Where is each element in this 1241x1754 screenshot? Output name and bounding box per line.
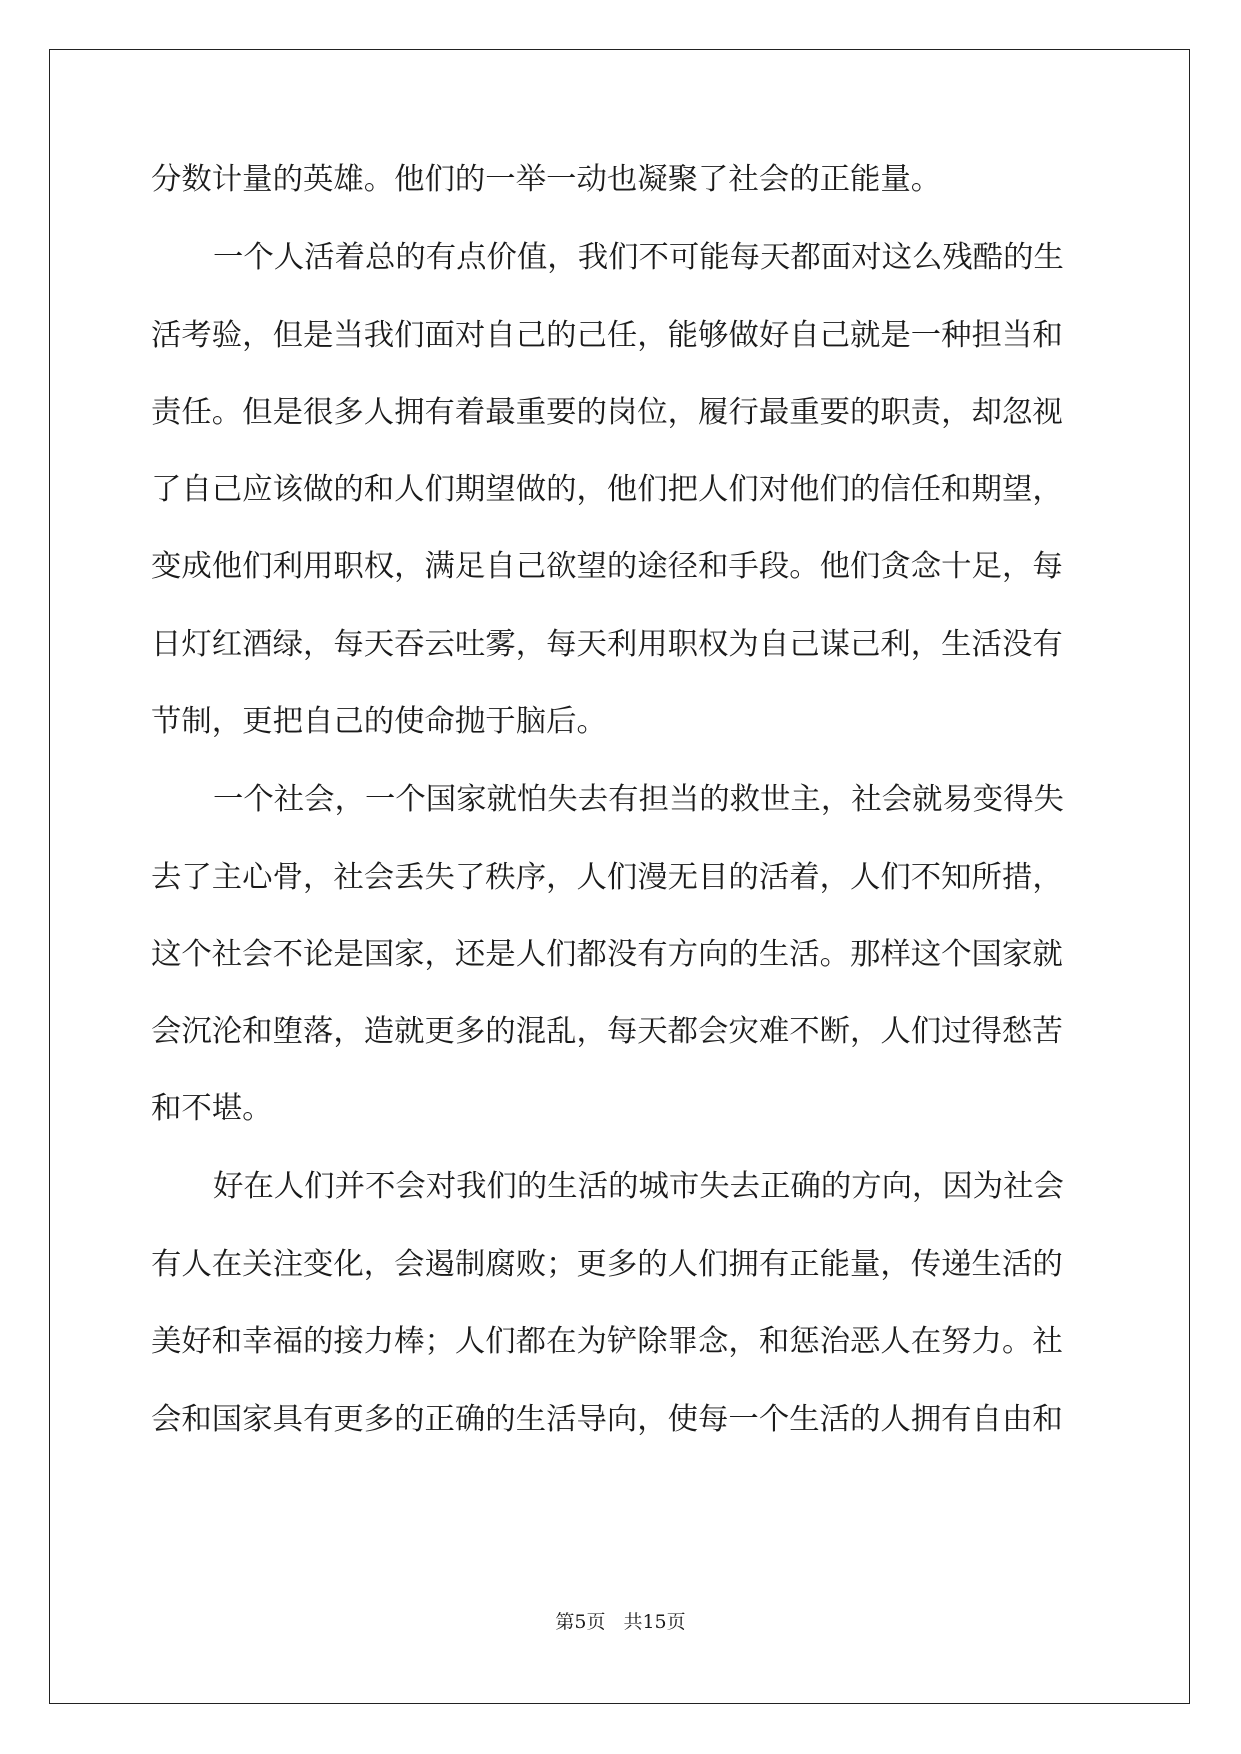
text-line: 会和国家具有更多的正确的生活导向，使每一个生活的人拥有自由和 [151,1402,1063,1437]
page-number: 第5页 [555,1611,606,1633]
page-footer [0,1610,1241,1634]
text-line: 去了主心骨，社会丢失了秩序，人们漫无目的活着，人们不知所措， [151,860,1063,895]
text-line: 美好和幸福的接力棒；人们都在为铲除罪念，和惩治恶人在努力。社 [151,1324,1063,1359]
text-line: 日灯红酒绿，每天吞云吐雾，每天利用职权为自己谋己利，生活没有 [151,627,1063,662]
text-line: 和不堪。 [151,1091,273,1126]
text-line: 会沉沦和堕落，造就更多的混乱，每天都会灾难不断，人们过得愁苦 [151,1014,1063,1049]
text-line: 了自己应该做的和人们期望做的，他们把人们对他们的信任和期望， [151,472,1063,507]
text-line: 活考验，但是当我们面对自己的己任，能够做好自己就是一种担当和 [151,318,1063,353]
text-line: 节制，更把自己的使命抛于脑后。 [151,704,607,739]
text-line: 分数计量的英雄。他们的一举一动也凝聚了社会的正能量。 [151,162,942,197]
paragraph-start-line: 一个社会，一个国家就怕失去有担当的救世主，社会就易变得失 [213,782,1064,817]
page-total: 共15页 [623,1611,686,1633]
text-line: 有人在关注变化，会遏制腐败；更多的人们拥有正能量，传递生活的 [151,1247,1063,1282]
text-line: 这个社会不论是国家，还是人们都没有方向的生活。那样这个国家就 [151,937,1063,972]
paragraph-start-line: 好在人们并不会对我们的生活的城市失去正确的方向，因为社会 [213,1169,1064,1204]
text-line: 变成他们利用职权，满足自己欲望的途径和手段。他们贪念十足，每 [151,549,1063,584]
paragraph-start-line: 一个人活着总的有点价值，我们不可能每天都面对这么残酷的生 [213,240,1064,275]
text-line: 责任。但是很多人拥有着最重要的岗位，履行最重要的职责，却忽视 [151,395,1063,430]
